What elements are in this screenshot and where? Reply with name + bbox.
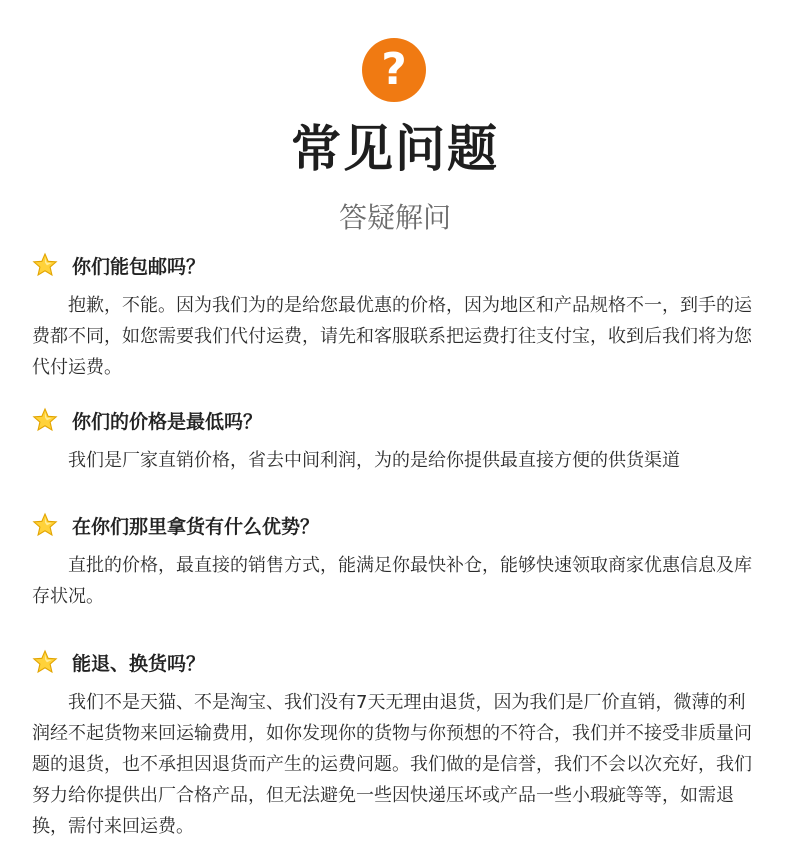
faq-item — [32, 508, 752, 612]
faq-answer: 直批的价格，最直接的销售方式，能满足你最快补仓，能够快速领取商家优惠信息及库存状况。 — [32, 555, 752, 607]
faq-question — [32, 508, 752, 542]
faq-question-text: 能退、换货吗？ — [72, 652, 206, 675]
faq-answer: 我们是厂家直销价格，省去中间利润，为的是给你提供最直接方便的供货渠道 — [68, 450, 680, 471]
page-header — [0, 0, 790, 250]
faq-question-text: 在你们那里拿货有什么优势？ — [72, 515, 320, 538]
faq-question-text: 你们能包邮吗？ — [72, 255, 206, 278]
page-title: 常见问题 — [291, 120, 499, 178]
question-mark-icon: ? — [362, 38, 426, 102]
faq-item — [32, 248, 752, 383]
faq-question — [32, 248, 752, 282]
star-icon — [32, 252, 58, 278]
faq-item — [32, 403, 752, 476]
star-icon — [32, 649, 58, 675]
faq-answer: 我们不是天猫、不是淘宝、我们没有7天无理由退货，因为我们是厂价直销，微薄的利润经不起货物来回运输费用，如你发现你的货物与你预想的不符合，我们并不接受非质量问题的退货，也不承担因退货而产生的运费问题。我们做的是信誉，我们不会以次充好，我们努力给你提供出厂合格产品，但无法避免一些因快递压坏或产品一些小瑕疵等等，如需退换，需付来回运费。 — [32, 692, 752, 837]
faq-answer: 抱歉，不能。因为我们为的是给您最优惠的价格，因为地区和产品规格不一，到手的运费都不同，如您需要我们代付运费，请先和客服联系把运费打往支付宝，收到后我们将为您代付运费。 — [32, 295, 752, 378]
star-icon — [32, 407, 58, 433]
star-icon — [32, 512, 58, 538]
page-subtitle: 答疑解问 — [338, 201, 451, 234]
faq-question-text: 你们的价格是最低吗？ — [72, 410, 263, 433]
faq-question — [32, 645, 752, 679]
faq-item — [32, 645, 752, 842]
faq-question — [32, 403, 752, 437]
